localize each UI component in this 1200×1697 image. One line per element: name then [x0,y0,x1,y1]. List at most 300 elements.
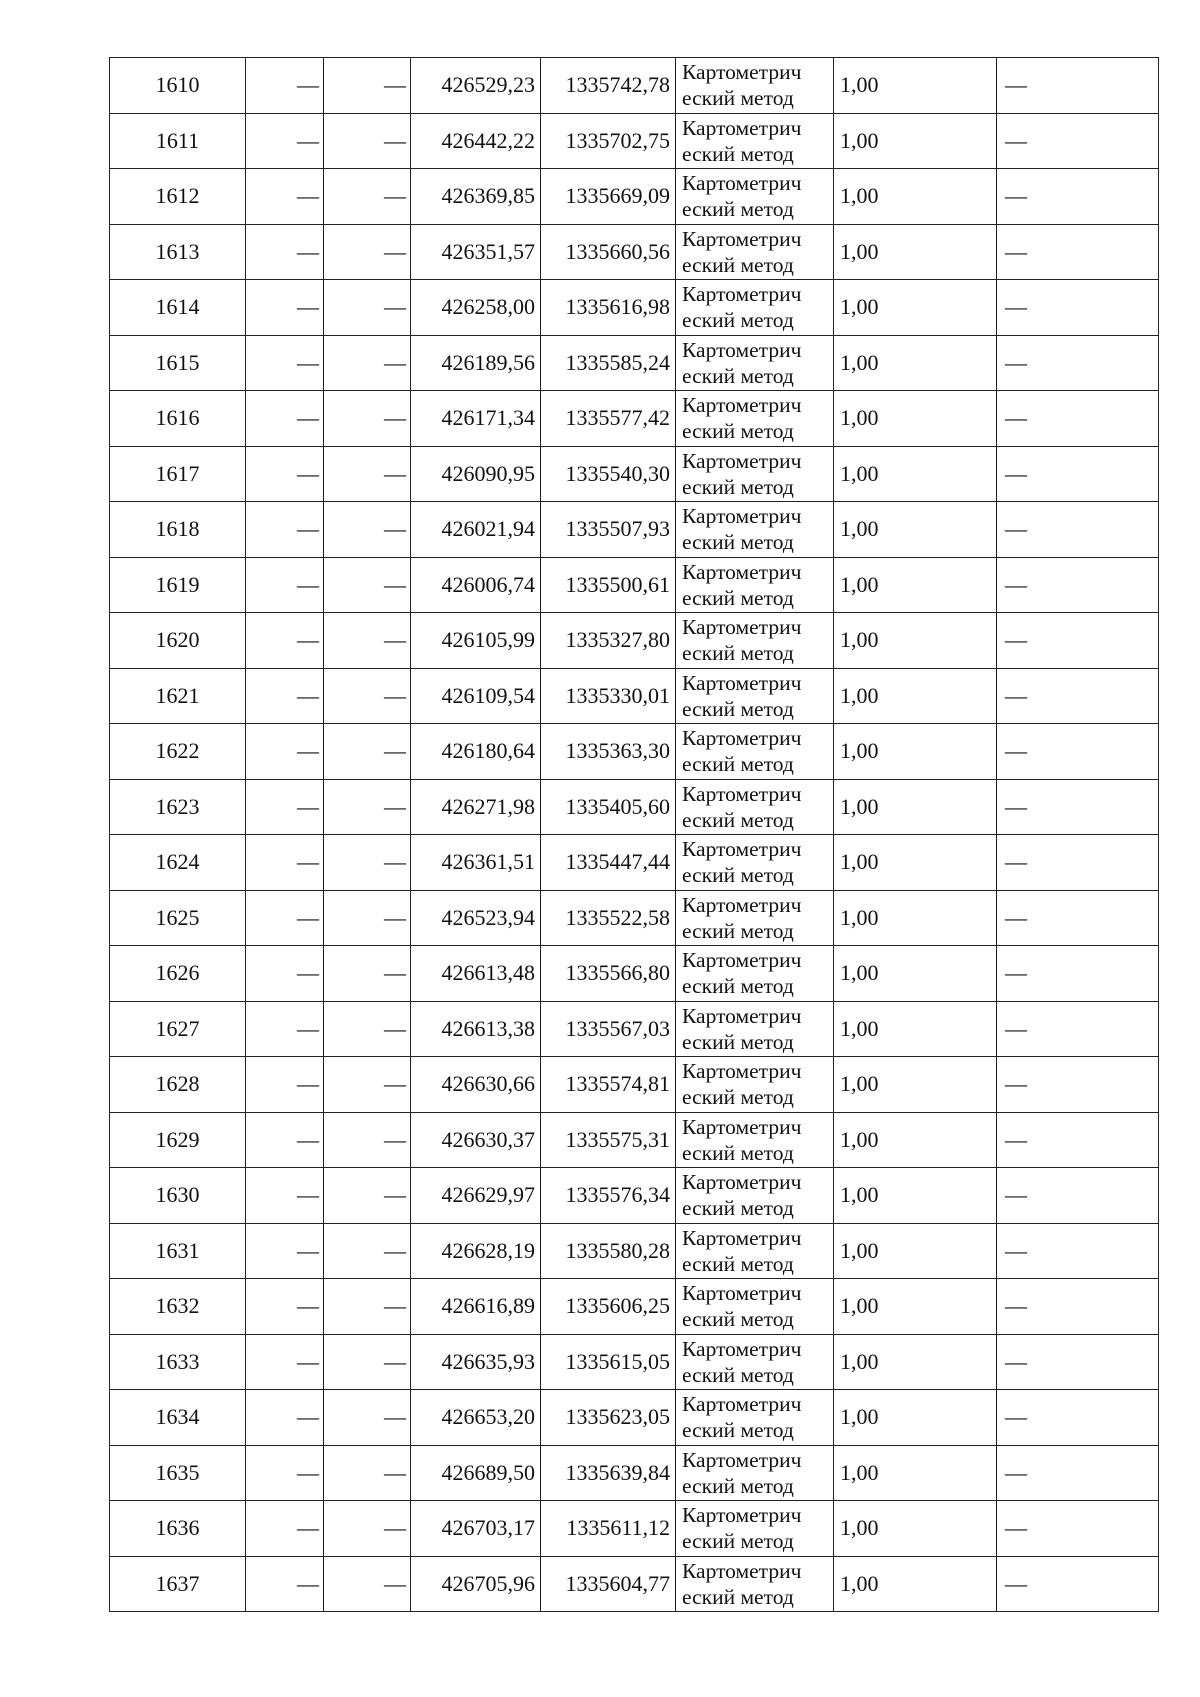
accuracy-cell: 1,00 [834,502,997,558]
point-number-cell: 1613 [110,224,246,280]
y-coordinate-cell: 1335742,78 [541,58,676,114]
old-x-cell: — [246,1223,324,1279]
table-row [110,668,1159,724]
accuracy-cell: 1,00 [834,1279,997,1335]
method-line-1: Картометрич [682,726,802,751]
x-coordinate-cell: 426189,56 [411,335,541,391]
table-row [110,1112,1159,1168]
method-line-2: еский метод [682,1473,794,1498]
y-coordinate-cell: 1335580,28 [541,1223,676,1279]
point-number-cell: 1629 [110,1112,246,1168]
method-line-1: Картометрич [682,393,802,418]
description-cell: — [997,1057,1159,1113]
point-number-cell: 1627 [110,1001,246,1057]
method-line-1: Картометрич [682,60,802,85]
method-line-2: еский метод [682,807,794,832]
old-y-cell: — [324,890,411,946]
point-number-cell: 1632 [110,1279,246,1335]
method-line-2: еский метод [682,252,794,277]
method-line-2: еский метод [682,1529,794,1554]
y-coordinate-cell: 1335623,05 [541,1390,676,1446]
accuracy-cell: 1,00 [834,280,997,336]
y-coordinate-cell: 1335639,84 [541,1445,676,1501]
old-x-cell: — [246,1057,324,1113]
table-body [110,58,1159,1612]
description-cell: — [997,335,1159,391]
method-line-1: Картометрич [682,282,802,307]
accuracy-cell: 1,00 [834,1001,997,1057]
old-x-cell: — [246,1501,324,1557]
method-line-2: еский метод [682,1196,794,1221]
description-cell: — [997,446,1159,502]
table-row [110,779,1159,835]
point-number-cell: 1610 [110,58,246,114]
description-cell: — [997,668,1159,724]
description-cell: — [997,502,1159,558]
old-x-cell: — [246,668,324,724]
point-number-cell: 1611 [110,113,246,169]
old-x-cell: — [246,58,324,114]
table-row [110,946,1159,1002]
description-cell: — [997,724,1159,780]
old-x-cell: — [246,391,324,447]
method-line-1: Картометрич [682,670,802,695]
x-coordinate-cell: 426442,22 [411,113,541,169]
table-row [110,1223,1159,1279]
accuracy-cell: 1,00 [834,224,997,280]
point-number-cell: 1637 [110,1556,246,1612]
x-coordinate-cell: 426630,37 [411,1112,541,1168]
method-line-1: Картометрич [682,559,802,584]
accuracy-cell: 1,00 [834,1501,997,1557]
y-coordinate-cell: 1335500,61 [541,557,676,613]
x-coordinate-cell: 426180,64 [411,724,541,780]
point-number-cell: 1624 [110,835,246,891]
old-x-cell: — [246,613,324,669]
method-cell [676,835,834,891]
point-number-cell: 1621 [110,668,246,724]
x-coordinate-cell: 426105,99 [411,613,541,669]
y-coordinate-cell: 1335611,12 [541,1501,676,1557]
old-x-cell: — [246,1445,324,1501]
method-line-1: Картометрич [682,1225,802,1250]
old-y-cell: — [324,1112,411,1168]
method-line-1: Картометрич [682,171,802,196]
point-number-cell: 1615 [110,335,246,391]
method-line-1: Картометрич [682,1447,802,1472]
point-number-cell: 1625 [110,890,246,946]
old-x-cell: — [246,557,324,613]
x-coordinate-cell: 426351,57 [411,224,541,280]
y-coordinate-cell: 1335405,60 [541,779,676,835]
table-row [110,557,1159,613]
y-coordinate-cell: 1335363,30 [541,724,676,780]
table-row [110,1390,1159,1446]
method-line-1: Картометрич [682,892,802,917]
old-x-cell: — [246,1279,324,1335]
x-coordinate-cell: 426703,17 [411,1501,541,1557]
old-x-cell: — [246,724,324,780]
accuracy-cell: 1,00 [834,613,997,669]
table-row [110,1001,1159,1057]
method-line-2: еский метод [682,363,794,388]
method-cell [676,335,834,391]
old-x-cell: — [246,1390,324,1446]
method-cell [676,169,834,225]
x-coordinate-cell: 426090,95 [411,446,541,502]
method-line-2: еский метод [682,530,794,555]
old-y-cell: — [324,280,411,336]
method-line-2: еский метод [682,752,794,777]
method-line-2: еский метод [682,86,794,111]
y-coordinate-cell: 1335606,25 [541,1279,676,1335]
table-row [110,835,1159,891]
x-coordinate-cell: 426616,89 [411,1279,541,1335]
method-line-1: Картометрич [682,448,802,473]
method-line-2: еский метод [682,974,794,999]
old-y-cell: — [324,1390,411,1446]
method-line-1: Картометрич [682,1281,802,1306]
description-cell: — [997,1390,1159,1446]
method-cell [676,113,834,169]
description-cell: — [997,1112,1159,1168]
y-coordinate-cell: 1335522,58 [541,890,676,946]
table-row [110,280,1159,336]
old-y-cell: — [324,557,411,613]
point-number-cell: 1620 [110,613,246,669]
old-y-cell: — [324,391,411,447]
table-row [110,502,1159,558]
old-x-cell: — [246,890,324,946]
method-cell [676,668,834,724]
x-coordinate-cell: 426630,66 [411,1057,541,1113]
y-coordinate-cell: 1335702,75 [541,113,676,169]
method-line-1: Картометрич [682,1170,802,1195]
description-cell: — [997,890,1159,946]
x-coordinate-cell: 426361,51 [411,835,541,891]
accuracy-cell: 1,00 [834,724,997,780]
method-line-2: еский метод [682,1140,794,1165]
description-cell: — [997,1223,1159,1279]
table-row [110,1168,1159,1224]
old-x-cell: — [246,169,324,225]
point-number-cell: 1623 [110,779,246,835]
method-cell [676,58,834,114]
accuracy-cell: 1,00 [834,557,997,613]
method-line-2: еский метод [682,1085,794,1110]
point-number-cell: 1628 [110,1057,246,1113]
method-cell [676,1390,834,1446]
old-x-cell: — [246,280,324,336]
table-row [110,113,1159,169]
table-row [110,58,1159,114]
y-coordinate-cell: 1335507,93 [541,502,676,558]
method-cell [676,1223,834,1279]
y-coordinate-cell: 1335576,34 [541,1168,676,1224]
x-coordinate-cell: 426689,50 [411,1445,541,1501]
method-cell [676,280,834,336]
point-number-cell: 1635 [110,1445,246,1501]
point-number-cell: 1626 [110,946,246,1002]
table-row [110,169,1159,225]
method-cell [676,446,834,502]
x-coordinate-cell: 426529,23 [411,58,541,114]
point-number-cell: 1618 [110,502,246,558]
y-coordinate-cell: 1335575,31 [541,1112,676,1168]
table-row [110,335,1159,391]
description-cell: — [997,1279,1159,1335]
method-line-2: еский метод [682,585,794,610]
method-cell [676,1279,834,1335]
method-line-2: еский метод [682,918,794,943]
table-row [110,1279,1159,1335]
y-coordinate-cell: 1335566,80 [541,946,676,1002]
x-coordinate-cell: 426258,00 [411,280,541,336]
method-line-2: еский метод [682,1418,794,1443]
old-x-cell: — [246,835,324,891]
description-cell: — [997,1168,1159,1224]
accuracy-cell: 1,00 [834,1390,997,1446]
old-y-cell: — [324,446,411,502]
old-y-cell: — [324,1057,411,1113]
method-line-1: Картометрич [682,115,802,140]
x-coordinate-cell: 426369,85 [411,169,541,225]
method-cell [676,1501,834,1557]
point-number-cell: 1634 [110,1390,246,1446]
accuracy-cell: 1,00 [834,1556,997,1612]
x-coordinate-cell: 426629,97 [411,1168,541,1224]
old-x-cell: — [246,1168,324,1224]
method-cell [676,224,834,280]
method-cell [676,1556,834,1612]
x-coordinate-cell: 426653,20 [411,1390,541,1446]
method-line-2: еский метод [682,1584,794,1609]
x-coordinate-cell: 426523,94 [411,890,541,946]
method-line-1: Картометрич [682,1392,802,1417]
description-cell: — [997,1334,1159,1390]
point-number-cell: 1636 [110,1501,246,1557]
old-x-cell: — [246,1334,324,1390]
old-y-cell: — [324,1168,411,1224]
old-x-cell: — [246,946,324,1002]
accuracy-cell: 1,00 [834,58,997,114]
description-cell: — [997,224,1159,280]
old-y-cell: — [324,1001,411,1057]
x-coordinate-cell: 426613,38 [411,1001,541,1057]
accuracy-cell: 1,00 [834,1057,997,1113]
method-line-1: Картометрич [682,1503,802,1528]
old-x-cell: — [246,1556,324,1612]
y-coordinate-cell: 1335447,44 [541,835,676,891]
description-cell: — [997,280,1159,336]
method-cell [676,1334,834,1390]
accuracy-cell: 1,00 [834,169,997,225]
old-x-cell: — [246,335,324,391]
accuracy-cell: 1,00 [834,1223,997,1279]
old-y-cell: — [324,613,411,669]
method-line-1: Картометрич [682,1003,802,1028]
y-coordinate-cell: 1335577,42 [541,391,676,447]
point-number-cell: 1622 [110,724,246,780]
old-y-cell: — [324,169,411,225]
x-coordinate-cell: 426021,94 [411,502,541,558]
method-line-1: Картометрич [682,615,802,640]
y-coordinate-cell: 1335604,77 [541,1556,676,1612]
old-y-cell: — [324,1279,411,1335]
accuracy-cell: 1,00 [834,1445,997,1501]
old-y-cell: — [324,668,411,724]
old-x-cell: — [246,1112,324,1168]
method-line-1: Картометрич [682,226,802,251]
table-row [110,391,1159,447]
method-line-1: Картометрич [682,781,802,806]
description-cell: — [997,1445,1159,1501]
point-number-cell: 1614 [110,280,246,336]
table-row [110,1445,1159,1501]
y-coordinate-cell: 1335574,81 [541,1057,676,1113]
old-y-cell: — [324,1334,411,1390]
accuracy-cell: 1,00 [834,835,997,891]
method-cell [676,613,834,669]
method-line-2: еский метод [682,1251,794,1276]
description-cell: — [997,169,1159,225]
x-coordinate-cell: 426613,48 [411,946,541,1002]
accuracy-cell: 1,00 [834,1168,997,1224]
point-number-cell: 1630 [110,1168,246,1224]
point-number-cell: 1612 [110,169,246,225]
method-line-2: еский метод [682,696,794,721]
description-cell: — [997,1001,1159,1057]
description-cell: — [997,613,1159,669]
old-y-cell: — [324,224,411,280]
table-row [110,724,1159,780]
x-coordinate-cell: 426109,54 [411,668,541,724]
method-line-2: еский метод [682,641,794,666]
y-coordinate-cell: 1335660,56 [541,224,676,280]
x-coordinate-cell: 426705,96 [411,1556,541,1612]
description-cell: — [997,1556,1159,1612]
table-row [110,446,1159,502]
x-coordinate-cell: 426171,34 [411,391,541,447]
method-line-1: Картометрич [682,504,802,529]
method-cell [676,1168,834,1224]
x-coordinate-cell: 426628,19 [411,1223,541,1279]
x-coordinate-cell: 426271,98 [411,779,541,835]
old-y-cell: — [324,113,411,169]
method-line-2: еский метод [682,474,794,499]
method-line-2: еский метод [682,863,794,888]
method-cell [676,1445,834,1501]
method-cell [676,502,834,558]
method-line-1: Картометрич [682,837,802,862]
old-y-cell: — [324,724,411,780]
table-row [110,890,1159,946]
table-row [110,224,1159,280]
description-cell: — [997,391,1159,447]
method-line-2: еский метод [682,197,794,222]
table-row [110,1334,1159,1390]
old-x-cell: — [246,113,324,169]
method-cell [676,557,834,613]
old-x-cell: — [246,446,324,502]
old-x-cell: — [246,1001,324,1057]
old-y-cell: — [324,502,411,558]
old-y-cell: — [324,779,411,835]
accuracy-cell: 1,00 [834,391,997,447]
x-coordinate-cell: 426006,74 [411,557,541,613]
y-coordinate-cell: 1335327,80 [541,613,676,669]
point-number-cell: 1619 [110,557,246,613]
point-number-cell: 1616 [110,391,246,447]
method-line-2: еский метод [682,1307,794,1332]
table-row [110,613,1159,669]
point-number-cell: 1631 [110,1223,246,1279]
description-cell: — [997,113,1159,169]
description-cell: — [997,1501,1159,1557]
accuracy-cell: 1,00 [834,946,997,1002]
description-cell: — [997,946,1159,1002]
method-cell [676,1057,834,1113]
method-line-1: Картометрич [682,1336,802,1361]
method-line-2: еский метод [682,141,794,166]
old-y-cell: — [324,835,411,891]
method-cell [676,1112,834,1168]
old-y-cell: — [324,1445,411,1501]
method-cell [676,1001,834,1057]
old-x-cell: — [246,224,324,280]
method-cell [676,946,834,1002]
y-coordinate-cell: 1335669,09 [541,169,676,225]
accuracy-cell: 1,00 [834,446,997,502]
description-cell: — [997,58,1159,114]
old-y-cell: — [324,58,411,114]
method-line-2: еский метод [682,1029,794,1054]
accuracy-cell: 1,00 [834,113,997,169]
accuracy-cell: 1,00 [834,779,997,835]
old-y-cell: — [324,1223,411,1279]
accuracy-cell: 1,00 [834,335,997,391]
description-cell: — [997,779,1159,835]
method-line-1: Картометрич [682,1059,802,1084]
method-line-1: Картометрич [682,1114,802,1139]
old-y-cell: — [324,946,411,1002]
accuracy-cell: 1,00 [834,890,997,946]
method-line-1: Картометрич [682,337,802,362]
point-number-cell: 1617 [110,446,246,502]
accuracy-cell: 1,00 [834,1112,997,1168]
point-number-cell: 1633 [110,1334,246,1390]
y-coordinate-cell: 1335540,30 [541,446,676,502]
y-coordinate-cell: 1335585,24 [541,335,676,391]
table-row [110,1556,1159,1612]
method-line-2: еский метод [682,1362,794,1387]
old-y-cell: — [324,1556,411,1612]
method-line-2: еский метод [682,419,794,444]
coordinates-table [109,57,1159,1612]
x-coordinate-cell: 426635,93 [411,1334,541,1390]
description-cell: — [997,557,1159,613]
y-coordinate-cell: 1335567,03 [541,1001,676,1057]
method-cell [676,779,834,835]
table-row [110,1501,1159,1557]
old-x-cell: — [246,779,324,835]
y-coordinate-cell: 1335330,01 [541,668,676,724]
method-cell [676,391,834,447]
old-y-cell: — [324,1501,411,1557]
accuracy-cell: 1,00 [834,1334,997,1390]
method-line-1: Картометрич [682,1558,802,1583]
y-coordinate-cell: 1335616,98 [541,280,676,336]
